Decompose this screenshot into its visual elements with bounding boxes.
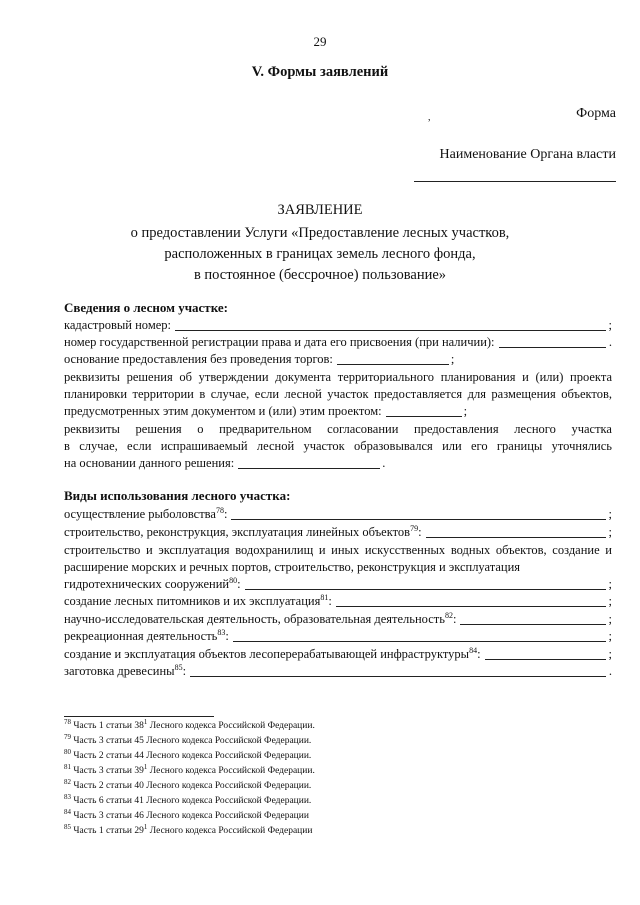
footnote-ref: 78 bbox=[215, 505, 224, 515]
recreation-row: рекреационная деятельность$^{83}$: ; bbox=[64, 627, 612, 643]
registration-number-field[interactable] bbox=[499, 347, 606, 348]
recreation-field[interactable] bbox=[233, 641, 606, 642]
cadastral-number-label: кадастровый номер: bbox=[64, 318, 172, 332]
approval-text-line-2: планировки территории в случае, если лесной участок предоставляется для размещения объектов, bbox=[64, 387, 612, 401]
approval-label: предусмотренных этим документом и (или) этим проектом: bbox=[64, 404, 382, 418]
basis-field[interactable] bbox=[337, 364, 449, 365]
footnote-item bbox=[64, 792, 312, 808]
nurseries-field[interactable] bbox=[336, 606, 606, 607]
punctuation: ; bbox=[608, 507, 612, 521]
footnote-number: 78 bbox=[64, 717, 71, 726]
footnote-text-tail: Лесного кодекса Российской Федерации. bbox=[147, 766, 315, 776]
punctuation: ; bbox=[608, 612, 612, 626]
footnote-superscript: 1 bbox=[143, 717, 148, 726]
nurseries-label: создание лесных питомников и их эксплуатация bbox=[64, 594, 321, 608]
hydro-structures-field[interactable] bbox=[245, 589, 606, 590]
stray-mark: , bbox=[428, 112, 431, 123]
fishing-row: осуществление рыболовства$^{78}$: ; bbox=[64, 505, 612, 521]
footnote-number: 85 bbox=[64, 822, 71, 831]
punctuation: ; bbox=[608, 629, 612, 643]
approval-row bbox=[64, 403, 612, 420]
application-subtitle-line-2: расположенных в границах земель лесного фонда, bbox=[164, 246, 476, 262]
punctuation: ; bbox=[608, 594, 612, 608]
footnote-number: 80 bbox=[64, 747, 71, 756]
research-row: научно-исследовательская деятельность, образовательная деятельность$^{82}$: ; bbox=[64, 610, 612, 626]
research-label: научно-исследовательская деятельность, образовательная деятельность bbox=[64, 612, 445, 626]
form-label: Форма bbox=[576, 106, 616, 121]
recreation-label: рекреационная деятельность bbox=[64, 629, 218, 643]
punctuation: ; bbox=[608, 525, 612, 539]
linear-objects-row: строительство, реконструкция, эксплуатация линейных объектов$^{79}$: ; bbox=[64, 523, 612, 539]
approval-text-line-1: реквизиты решения об утверждении документа территориального планирования и (или) проекта bbox=[64, 370, 612, 384]
footnote-item bbox=[64, 777, 312, 793]
fishing-label: осуществление рыболовства bbox=[64, 507, 216, 521]
footnote-number: 81 bbox=[64, 762, 71, 771]
basis-label: основание предоставления без проведения торгов: bbox=[64, 352, 333, 366]
footnote-text-tail: Лесного кодекса Российской Федерации bbox=[147, 826, 313, 836]
research-field[interactable] bbox=[460, 624, 605, 625]
preliminary-text-line-1: реквизиты решения о предварительном согласовании предоставления лесного участка bbox=[64, 422, 612, 436]
linear-objects-label: строительство, реконструкция, эксплуатация линейных объектов bbox=[64, 525, 411, 539]
footnote-ref: 81 bbox=[320, 592, 329, 602]
punctuation: ; bbox=[608, 318, 612, 332]
punctuation: . bbox=[608, 664, 612, 678]
footnote-number: 83 bbox=[64, 792, 71, 801]
footnote-ref: 80 bbox=[229, 575, 238, 585]
punctuation: ; bbox=[450, 352, 455, 366]
punctuation: ; bbox=[463, 404, 468, 418]
preliminary-text-line-2: в случае, если испрашиваемый лесной участок образовывался или его границы уточнялись bbox=[64, 439, 612, 453]
preliminary-label: на основании данного решения: bbox=[64, 456, 235, 470]
punctuation: ; bbox=[608, 647, 612, 661]
footnote-ref: 84 bbox=[469, 645, 478, 655]
preliminary-row bbox=[64, 455, 612, 472]
timber-field[interactable] bbox=[190, 676, 606, 677]
footnote-item bbox=[64, 732, 312, 748]
footnote-text-tail: Лесного кодекса Российской Федерации. bbox=[147, 721, 315, 731]
timber-label: заготовка древесины bbox=[64, 664, 175, 678]
footnote-item bbox=[64, 822, 313, 838]
linear-objects-field[interactable] bbox=[426, 537, 606, 538]
page-number: 29 bbox=[313, 34, 327, 49]
timber-row: заготовка древесины$^{85}$: . bbox=[64, 662, 612, 678]
processing-field[interactable] bbox=[485, 659, 606, 660]
punctuation: . bbox=[382, 456, 386, 470]
authority-name-field[interactable] bbox=[414, 181, 616, 182]
footnote-text: Часть 2 статьи 40 Лесного кодекса Российской Федерации. bbox=[73, 781, 312, 791]
fishing-field[interactable] bbox=[231, 519, 605, 520]
footnote-ref: 79 bbox=[410, 523, 419, 533]
processing-label: создание и эксплуатация объектов лесоперерабатывающей инфраструктуры bbox=[64, 647, 470, 661]
registration-number-label: номер государственной регистрации права и дата его присвоения (при наличии): bbox=[64, 335, 495, 349]
footnote-item bbox=[64, 747, 312, 763]
footnote-number: 84 bbox=[64, 807, 71, 816]
usage-types-heading: Виды использования лесного участка: bbox=[64, 488, 291, 503]
footnote-number: 82 bbox=[64, 777, 71, 786]
footnote-superscript: 1 bbox=[143, 822, 148, 831]
reservoirs-text-line-1: строительство и эксплуатация водохранилищ и иных искусственных водных объектов, создание и bbox=[64, 543, 612, 557]
footnote-text: Часть 1 статьи 38 bbox=[73, 721, 144, 731]
plot-info-heading: Сведения о лесном участке: bbox=[64, 300, 228, 315]
punctuation: ; bbox=[608, 577, 612, 591]
footnote-item bbox=[64, 762, 315, 778]
footnote-text: Часть 6 статьи 41 Лесного кодекса Российской Федерации. bbox=[73, 796, 312, 806]
nurseries-row: создание лесных питомников и их эксплуатация$^{81}$: ; bbox=[64, 592, 612, 608]
preliminary-field[interactable] bbox=[238, 468, 380, 469]
cadastral-number-row bbox=[64, 317, 612, 334]
section-title: V. Формы заявлений bbox=[251, 64, 389, 80]
footnote-text: Часть 2 статьи 44 Лесного кодекса Российской Федерации. bbox=[73, 751, 312, 761]
footnote-ref: 85 bbox=[174, 662, 183, 672]
authority-name-label: Наименование Органа власти bbox=[439, 147, 616, 162]
hydro-structures-row: гидротехнических сооружений$^{80}$: ; bbox=[64, 575, 612, 591]
application-subtitle-line-3: в постоянное (бессрочное) пользование» bbox=[193, 267, 447, 283]
footnote-ref: 83 bbox=[217, 627, 226, 637]
footnote-separator bbox=[64, 716, 214, 717]
hydro-structures-label: гидротехнических сооружений bbox=[64, 577, 230, 591]
punctuation: . bbox=[608, 335, 612, 349]
footnote-item bbox=[64, 717, 315, 733]
footnote-text: Часть 3 статьи 46 Лесного кодекса Российской Федерации bbox=[73, 811, 309, 821]
cadastral-number-field[interactable] bbox=[175, 330, 606, 331]
footnote-ref: 82 bbox=[444, 610, 453, 620]
footnote-superscript: 1 bbox=[143, 762, 148, 771]
approval-field[interactable] bbox=[386, 416, 462, 417]
footnote-text: Часть 1 статьи 29 bbox=[73, 826, 144, 836]
application-title: ЗАЯВЛЕНИЕ bbox=[277, 202, 363, 218]
footnote-text: Часть 3 статьи 39 bbox=[73, 766, 144, 776]
footnote-item bbox=[64, 807, 309, 823]
reservoirs-text-line-2: расширение морских и речных портов, строительство, реконструкция и эксплуатация bbox=[64, 560, 521, 574]
basis-row bbox=[64, 351, 612, 368]
footnote-number: 79 bbox=[64, 732, 71, 741]
footnote-text: Часть 3 статьи 45 Лесного кодекса Российской Федерации. bbox=[73, 736, 312, 746]
registration-number-row bbox=[64, 334, 612, 351]
application-subtitle-line-1: о предоставлении Услуги «Предоставление лесных участков, bbox=[130, 225, 510, 241]
processing-row: создание и эксплуатация объектов лесоперерабатывающей инфраструктуры$^{84}$: ; bbox=[64, 645, 612, 661]
